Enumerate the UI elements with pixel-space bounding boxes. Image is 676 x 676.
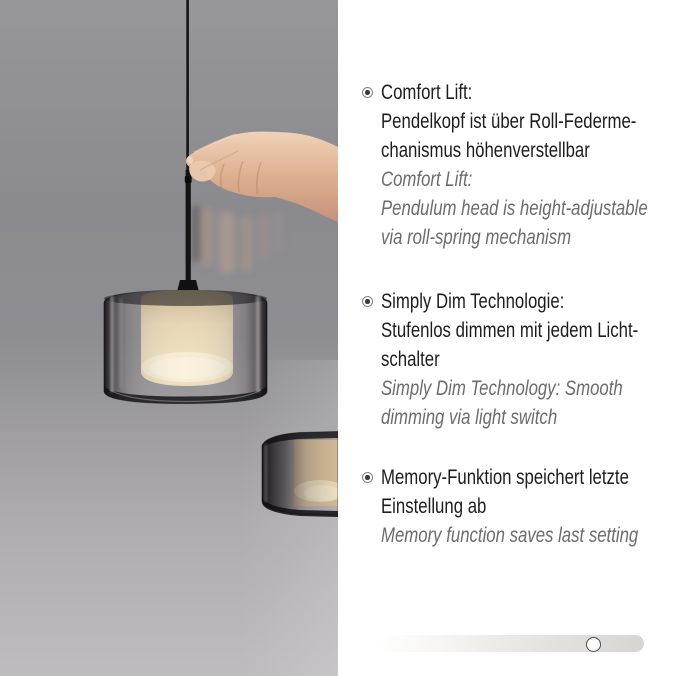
- feature-line-en: Pendulum head is height-adjustable: [381, 196, 648, 220]
- feature-line-de: schalter: [381, 347, 440, 371]
- feature-line-de: chanismus höhenverstellbar: [381, 138, 590, 162]
- feature-line-de: Pendelkopf ist über Roll-Federme-: [381, 109, 637, 133]
- feature-line-de: Simply Dim Technologie:: [381, 289, 565, 313]
- feature-panel: [338, 0, 676, 676]
- feature-item-simply-dim: [362, 287, 676, 432]
- feature-line-en: Memory function saves last setting: [381, 523, 639, 547]
- feature-line-de: Einstellung ab: [381, 494, 487, 518]
- feature-line-de: Comfort Lift:: [381, 80, 473, 104]
- feature-line-en: Simply Dim Technology: Smooth: [381, 376, 623, 400]
- feature-line-en: Comfort Lift:: [381, 167, 473, 191]
- feature-line-de: Stufenlos dimmen mit jedem Licht-: [381, 318, 639, 342]
- carousel-scrollbar-handle[interactable]: [586, 637, 601, 652]
- pendant-lamp: [104, 280, 267, 404]
- feature-line-en: dimming via light switch: [381, 405, 558, 429]
- feature-text: [381, 463, 662, 550]
- feature-line-de: Memory-Funktion speichert letzte: [381, 465, 629, 489]
- radio-dot-icon: [362, 296, 373, 307]
- feature-line-en: via roll-spring mechanism: [381, 225, 572, 249]
- feature-item-comfort-lift: [362, 78, 676, 252]
- radio-dot-icon: [362, 87, 373, 98]
- carousel-scrollbar[interactable]: [377, 635, 644, 652]
- feature-text: [381, 287, 662, 432]
- pendant-lamp-partial: [262, 432, 338, 518]
- feature-text: [381, 78, 662, 252]
- radio-dot-icon: [362, 472, 373, 483]
- feature-item-memory-function: [362, 463, 676, 550]
